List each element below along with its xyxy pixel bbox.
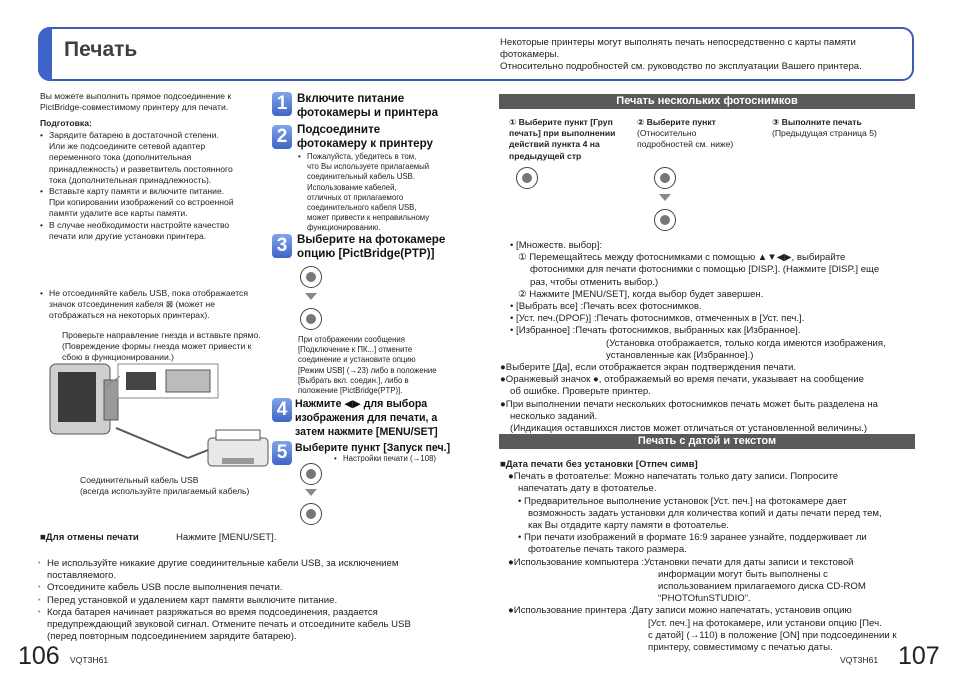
step-3-title: Выберите на фотокамере опцию [PictBridge(PTP)] (297, 233, 446, 260)
dial-icon (300, 266, 322, 288)
multi-body: • [Множеств. выбор]: ① Перемещайтесь между фотоснимками с помощью ▲▼◀▶, выбирайте фотоснимки для печати фотоснимки с помощью [DISP.]. (Нажмите [DISP.] еще раз, чтобы отменить выбор.) ② Нажмите [MENU/SET], когда выбор будет завершен. • [Выбрать все] :Печать всех фотоснимков. • [Уст. печ.(DPOF)] :Печать фотоснимков, отмеченных в [Уст. печ.]. • [Избранное] :Печать фотоснимков, выбранных как [Избранное]. (Установка отображается, только когда имеются изображения, установленные как [Избранное].) ●Выберите [Да], если отображается экран подтверждения печати. ●Оранжевый значок ●, отображаемый во время печати, указывает на сообщение об ошибке. Проверьте принтер. ●При выполнении печати нескольких фотоснимков печать может быть разделена на несколько заданий. (Индикация оставшихся листов может отличаться от установленной величины.) (500, 240, 886, 435)
step-5-note: • Настройки печати (→108) (334, 454, 436, 464)
prep-list (40, 130, 270, 242)
step-5-title: Выберите пункт [Запуск печ.] (295, 442, 451, 454)
step-4-number: 4 (272, 398, 292, 422)
dial-icon (300, 463, 322, 485)
camera-screen (58, 372, 96, 422)
step-4-title: Нажмите ◀▶ для выбора изображения для печати, а затем нажмите [MENU/SET] (295, 398, 438, 438)
usb-note: • Не отсоединяйте кабель USB, пока отображается значок отсоединения кабеля ⊠ (может не отображаться на некоторых принтерах). (40, 288, 270, 322)
multi-print-header: Печать нескольких фотоснимков (499, 94, 915, 109)
arrow-down-icon (659, 194, 671, 201)
cancel-action: Нажмите [MENU/SET]. (176, 532, 277, 543)
socket-note: Проверьте направление гнезда и вставьте прямо. (Повреждение формы гнезда может привести к сбою в функционировании.) (62, 330, 261, 363)
multi-step-3: ③ Выполните печать (Предыдущая страница 5) (772, 117, 877, 139)
header-accent (38, 27, 52, 81)
step-2-title: Подсоедините фотокамеру к принтеру (297, 123, 434, 150)
date-print-header: Печать с датой и текстом (499, 434, 915, 449)
step-3-number: 3 (272, 234, 292, 258)
prep-item: • Вставьте карту памяти и включите питание. При копировании изображений со встроенной памяти удалите все карты памяти. (40, 186, 270, 220)
step-2-number: 2 (272, 125, 292, 149)
step-3-note: При отображении сообщения [Подключение к ПК...] отмените соединение и установите опцию [Режим USB] (→23) либо в положение [Выбрать вкл. соедин.], либо в положение [PictBridge(PTP)]. (298, 335, 437, 396)
connection-illustration (48, 358, 278, 478)
step-1-number: 1 (272, 92, 292, 116)
intro-text: Вы можете выполнить прямое подсоединение к PictBridge-совместимому принтеру для печати. (40, 91, 232, 113)
multi-step-1: ① Выберите пункт [Груп печать] при выполнении действий пункта 4 на предыдущей стр (509, 117, 616, 161)
multi-step-2: ② Выберите пункт (Относительно подробностей см. ниже) (637, 117, 734, 150)
prep-title: Подготовка: (40, 118, 92, 128)
step-1-title: Включите питание фотокамеры и принтера (297, 92, 439, 119)
cable-label: Соединительный кабель USB (всегда используйте прилагаемый кабель) (80, 475, 250, 497)
model-code-right: VQT3H61 (840, 655, 879, 665)
page-number-left: 106 (18, 642, 60, 670)
dial-icon (300, 308, 322, 330)
dial-icon (654, 167, 676, 189)
arrow-down-icon (305, 293, 317, 300)
dial-icon (516, 167, 538, 189)
cancel-label: ■Для отмены печати (40, 532, 139, 543)
step-5-number: 5 (272, 441, 292, 465)
prep-item: • Зарядите батарею в достаточной степени. Или же подсоедините сетевой адаптер переменного тока (дополнительная принадлежность) и разветвитель постоянного тока (дополнительная принадлежность). (40, 130, 270, 186)
arrow-down-icon (305, 489, 317, 496)
date-body: ■Дата печати без установки [Отпеч симв] ●Печать в фотоателье: Можно напечатать только дату записи. Попросите напечатать дату в фотоателье. • Предварительное выполнение установок [Уст. печ.] на фотокамере дает возможность задать установки для количества копий и даты печати перед тем, как Вы отдадите карту памяти в фотоателье. • При печати изображений в формате 16:9 заранее узнайте, поддерживает ли фотоателье печать такого размера. ●Использование компьютера :Установки печати для даты записи и текстовой информации могут быть выполнены с использованием прилагаемого диска CD-ROM “PHOTOfunSTUDIO”. ●Использование принтера :Дату записи можно напечатать, установив опцию [Уст. печ.] на фотокамере, или установи опцию [Печ. с датой] (→110) в положение [ON] при подсоединении к принтеру, совместимому с печатью даты. (500, 459, 897, 654)
page-number-right: 107 (898, 642, 940, 670)
prep-item: • В случае необходимости настройте качество печати или другие установки принтера. (40, 220, 270, 242)
bottom-notes: • Не используйте никакие другие соединительные кабели USB, за исключением поставляемого. • Отсоедините кабель USB после выполнения печати. • Перед установкой и удалением карт памяти выключите питание. • Когда батарея начинает разряжаться во время подсоединения, раздается предупреждающий звуковой сигнал. Отмените печать и отсоедините кабель USB (перед повторным подсоединением зарядите батарею). (38, 558, 478, 643)
page-title: Печать (64, 38, 138, 61)
step-2-note: • Пожалуйста, убедитесь в том, что Вы используете прилагаемый соединительный кабель USB. Использование кабелей, отличных от прилагаемого соединительного кабеля USB, может привести к неправильному функционированию. (298, 152, 468, 234)
model-code-left: VQT3H61 (70, 655, 109, 665)
header-note: Некоторые принтеры могут выполнять печать непосредственно с карты памяти фотокамеры. Относительно подробностей см. руководство по эксплуатации Вашего принтера. (500, 37, 862, 73)
usb-cable (116, 428, 188, 458)
dial-icon (300, 503, 322, 525)
dial-icon (654, 209, 676, 231)
